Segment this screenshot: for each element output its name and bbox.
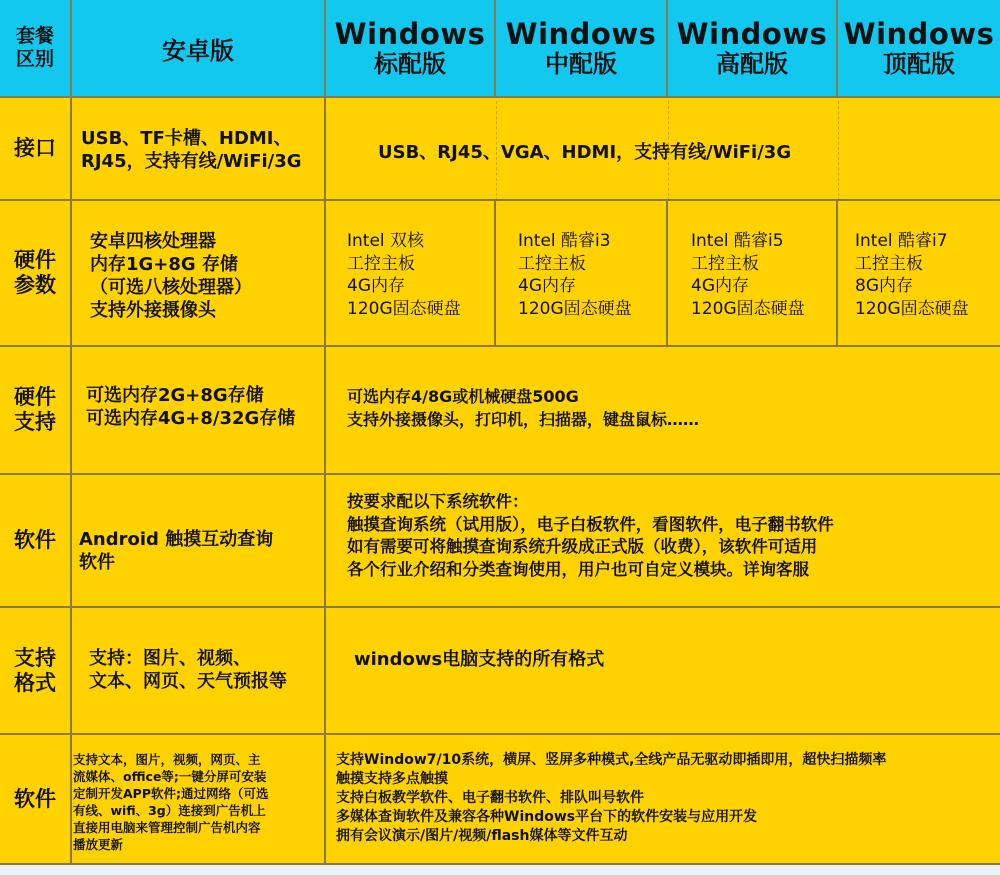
header-windows-standard-zh: 标配版 xyxy=(374,50,446,78)
hardware-win-std-text: Intel 双核 工控主板 4G内存 120G固态硬盘 xyxy=(347,231,461,319)
row-label-software-text: 软件 xyxy=(14,528,56,552)
header-windows-mid-zh: 中配版 xyxy=(545,50,617,78)
row-label-hw-support-line2: 支持 xyxy=(14,410,56,434)
header-corner-line1: 套餐 xyxy=(15,25,54,47)
hw-support-android-cell xyxy=(72,347,326,475)
row-label-formats-line2: 格式 xyxy=(14,670,56,695)
header-corner-cell xyxy=(0,0,72,98)
software-android-cell xyxy=(72,475,326,608)
row-label-hw-support-line1: 硬件 xyxy=(14,385,56,409)
row-label-hw-support xyxy=(0,347,72,475)
row-label-hardware-line2: 参数 xyxy=(14,273,56,297)
divider-dash-2 xyxy=(668,101,669,201)
ports-windows-text: USB、RJ45、VGA、HDMI，支持有线/WiFi/3G xyxy=(378,142,792,163)
hw-support-android-text: 可选内存2G+8G存储 可选内存4G+8/32G存储 xyxy=(86,385,296,429)
header-windows-mid xyxy=(496,0,668,98)
header-windows-standard-en: Windows xyxy=(334,17,486,51)
ports-android-text: USB、TF卡槽、HDMI、 RJ45，支持有线/WiFi/3G xyxy=(81,128,302,172)
header-android-label: 安卓版 xyxy=(162,36,234,65)
hardware-win-high-text: Intel 酷睿i5 工控主板 4G内存 120G固态硬盘 xyxy=(691,231,805,319)
header-windows-high xyxy=(668,0,838,98)
row-label-software-2-text: 软件 xyxy=(14,786,56,811)
hardware-win-high-cell xyxy=(668,201,838,347)
row-label-software-2 xyxy=(0,735,72,865)
header-windows-top-zh: 顶配版 xyxy=(883,50,955,78)
software2-android-cell xyxy=(72,735,326,865)
hardware-win-top-text: Intel 酷睿i7 工控主板 8G内存 120G固态硬盘 xyxy=(855,231,969,319)
ports-android-cell xyxy=(72,98,326,201)
hardware-win-mid-cell xyxy=(496,201,668,347)
formats-windows-text: windows电脑支持的所有格式 xyxy=(354,649,605,670)
formats-android-text: 支持：图片、视频、 文本、网页、天气预报等 xyxy=(89,648,287,692)
software2-windows-cell xyxy=(326,735,1000,865)
row-label-formats xyxy=(0,608,72,735)
hw-support-windows-text: 可选内存4/8G或机械硬盘500G 支持外接摄像头，打印机，扫描器，键盘鼠标…… xyxy=(347,387,700,429)
header-windows-top xyxy=(838,0,1000,98)
software2-android-text: 支持文本，图片，视频，网页、主 流媒体、office等;一键分屏可安装 定制开发APP软件;通过网络（可选 有线、wifi、3g）连接到广告机上 直接用电脑来管理控制广告机内容 播放更新 xyxy=(73,752,269,852)
hardware-win-mid-text: Intel 酷睿i3 工控主板 4G内存 120G固态硬盘 xyxy=(518,231,632,319)
row-label-ports-text: 接口 xyxy=(14,136,56,160)
divider-dash-3 xyxy=(838,101,839,201)
header-windows-high-en: Windows xyxy=(676,17,828,51)
header-windows-standard xyxy=(326,0,496,98)
hw-support-windows-cell xyxy=(326,347,1000,475)
ports-windows-cell xyxy=(326,98,1000,201)
header-corner-line2: 区别 xyxy=(15,48,54,70)
bottom-strip xyxy=(0,865,1000,875)
hardware-android-cell xyxy=(72,201,326,347)
row-label-ports xyxy=(0,98,72,201)
divider-dash-1 xyxy=(496,101,497,201)
software2-windows-text: 支持Window7/10系统，横屏、竖屏多种模式,全线产品无驱动即插即用，超快扫描频率 触摸支持多点触摸 支持白板教学软件、电子翻书软件、排队叫号软件 多媒体查询软件及兼容各种Windows平台下的软件安装与应用开发 拥有会议演示/图片/视频/flash媒体等文件互动 xyxy=(336,752,887,844)
hardware-android-text: 安卓四核处理器 内存1G+8G 存储 （可选八核处理器） 支持外接摄像头 xyxy=(90,231,252,321)
formats-android-cell xyxy=(72,608,326,735)
row-label-formats-line1: 支持 xyxy=(14,645,56,670)
hardware-win-top-cell xyxy=(838,201,1000,347)
row-label-hardware-line1: 硬件 xyxy=(14,248,56,272)
row-label-hardware xyxy=(0,201,72,347)
hardware-win-std-cell xyxy=(326,201,496,347)
header-android xyxy=(72,0,326,98)
software-windows-text: 按要求配以下系统软件： 触摸查询系统（试用版），电子白板软件，看图软件，电子翻书软件 如有需要可将触摸查询系统升级成正式版（收费），该软件可适用 各个行业介绍和分类查询使用，用户也可自定义模块。详询客服 xyxy=(347,492,834,579)
formats-windows-cell xyxy=(326,608,1000,735)
row-label-software xyxy=(0,475,72,608)
software-android-text: Android 触摸互动查询 软件 xyxy=(79,529,274,573)
software-windows-cell xyxy=(326,475,1000,608)
header-windows-top-en: Windows xyxy=(843,17,995,51)
header-windows-mid-en: Windows xyxy=(505,17,657,51)
header-windows-high-zh: 高配版 xyxy=(716,50,788,78)
